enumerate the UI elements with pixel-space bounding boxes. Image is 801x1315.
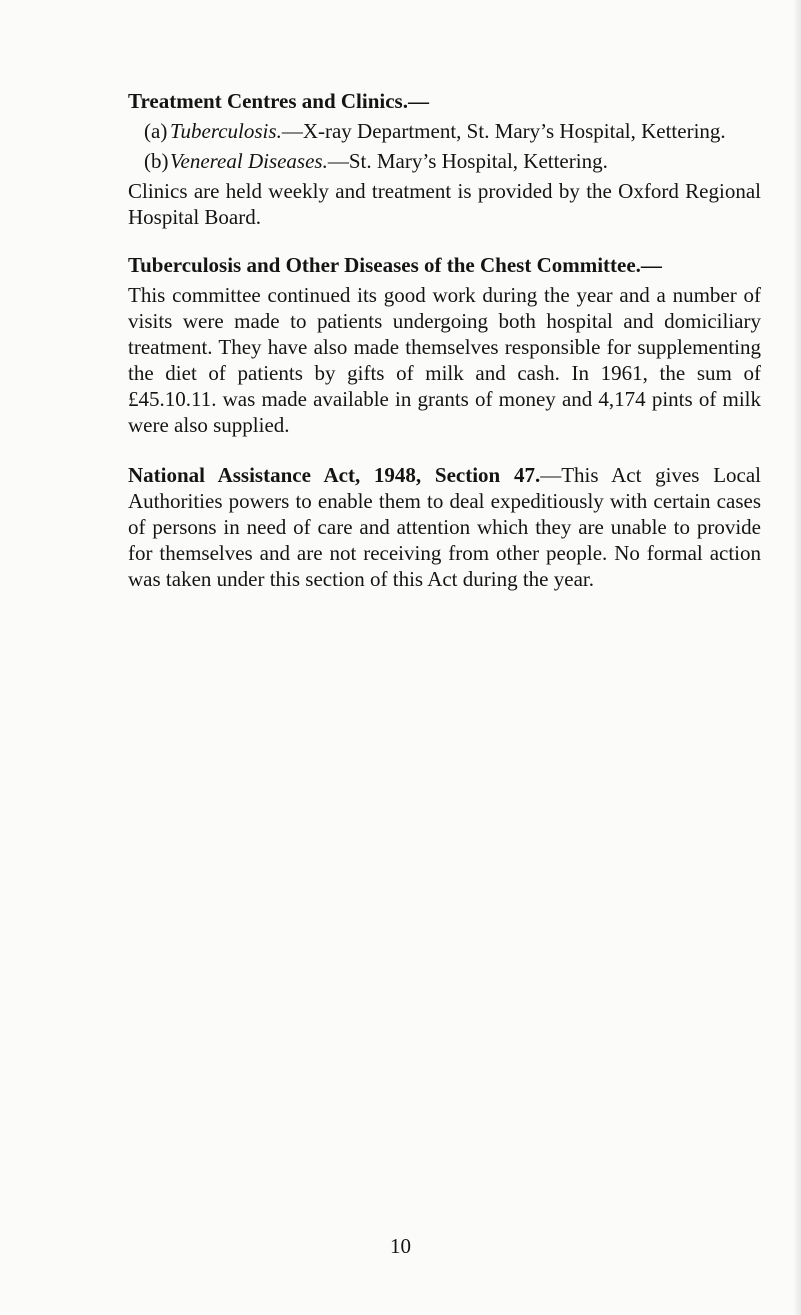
item-label-b: (b)	[144, 149, 169, 173]
heading-national-assistance: National Assistance Act, 1948, Section 47.	[128, 463, 541, 487]
page-content	[128, 88, 761, 592]
item-text-venereal-diseases: —St. Mary’s Hospital, Kettering.	[327, 149, 608, 173]
paragraph-clinics: Clinics are held weekly and treatment is provided by the Oxford Regional Hospital Board.	[128, 179, 761, 229]
paragraph-tuberculosis-committee: This committee continued its good work during the year and a number of visits were made to patients undergoing both hospital and domiciliary treatment. They have also made themselves responsible for supplementing the diet of patients by gifts of milk and cash. In 1961, the sum of £45.10.11. was made available in grants of money and 4,174 pints of milk were also supplied.	[128, 283, 761, 437]
heading-tuberculosis-committee: Tuberculosis and Other Diseases of the Chest Committee.—	[128, 253, 662, 277]
section-treatment-centres	[128, 88, 761, 230]
paragraph-national-assistance	[128, 462, 761, 592]
item-title-tuberculosis: Tuberculosis.	[170, 119, 282, 143]
section-tuberculosis-committee	[128, 252, 761, 438]
page-number: 10	[390, 1234, 411, 1258]
item-label-a: (a)	[144, 119, 168, 143]
item-title-venereal-diseases: Venereal Diseases.	[170, 149, 328, 173]
list-item-venereal-diseases	[128, 148, 761, 174]
list-item-tuberculosis	[128, 118, 761, 144]
text-national-assistance: —This Act gives Local Authorities powers to enable them to deal expeditiously with certain cases of persons in need of care and attention which they are unable to provide for themselves and are not receiving from other people. No formal action was taken under this section of this Act during the year.	[128, 463, 761, 591]
item-text-tuberculosis: —X-ray Department, St. Mary’s Hospital, Kettering.	[281, 119, 726, 143]
page-edge-shadow	[793, 0, 801, 1315]
section-national-assistance	[128, 462, 761, 592]
heading-treatment-centres: Treatment Centres and Clinics.—	[128, 89, 429, 113]
